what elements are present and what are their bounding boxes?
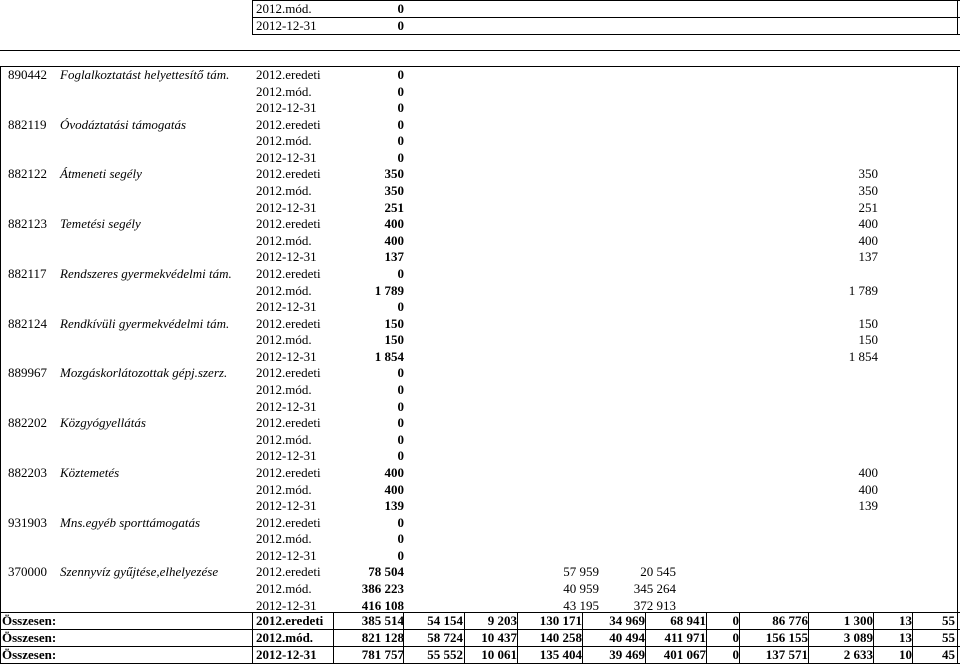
cell-code: 882203 xyxy=(8,464,47,480)
grid-line xyxy=(0,50,960,51)
grid-line xyxy=(252,0,253,34)
cell-c11: 350 xyxy=(858,166,878,182)
cell-ptype: 2012-12-31 xyxy=(256,100,317,116)
cell-c11: 137 xyxy=(858,249,878,265)
cell-c1: 385 514 xyxy=(361,613,404,628)
cell-c6: 20 545 xyxy=(640,564,676,580)
cell-c10: 10 xyxy=(899,647,912,662)
grid-line xyxy=(957,66,958,612)
cell-c6: 372 913 xyxy=(633,597,676,613)
cell-c1: 400 xyxy=(384,232,404,248)
cell-ptype: 2012-12-31 xyxy=(256,199,317,215)
cell-name: Rendszeres gyermekvédelmi tám. xyxy=(60,265,232,281)
cell-c1: 0 xyxy=(397,398,404,414)
cell-c2: 58 724 xyxy=(427,630,463,645)
cell-c5: 39 469 xyxy=(609,647,645,662)
cell-c7: 0 xyxy=(732,647,739,662)
cell-ptype: 2012-12-31 xyxy=(256,249,317,265)
cell-c1: 350 xyxy=(384,183,404,199)
cell-c10: 13 xyxy=(899,613,912,628)
cell-c1: 0 xyxy=(397,67,404,82)
grid-line xyxy=(252,34,960,35)
cell-c3: 10 437 xyxy=(481,630,517,645)
cell-c2: 54 154 xyxy=(427,613,463,628)
cell-c3: 9 203 xyxy=(487,613,517,628)
cell-c11: 55 xyxy=(942,613,955,628)
cell-ptype: 2012.eredeti xyxy=(256,613,324,628)
cell-c11: 400 xyxy=(858,481,878,497)
cell-c5: 40 494 xyxy=(609,630,645,645)
cell-c4: 135 404 xyxy=(539,647,582,662)
cell-c3: 10 061 xyxy=(481,647,517,662)
cell-ptype: 2012-12-31 xyxy=(256,448,317,464)
cell-ptype: 2012.mód. xyxy=(256,481,312,497)
cell-name: Temetési segély xyxy=(60,216,141,232)
cell-code: Összesen: xyxy=(2,613,57,628)
cell-ptype: 2012-12-31 xyxy=(256,18,317,33)
grid-line xyxy=(957,612,958,663)
cell-c1: 0 xyxy=(397,265,404,281)
cell-c8: 86 776 xyxy=(772,613,808,628)
cell-c10: 13 xyxy=(899,630,912,645)
cell-c1: 400 xyxy=(384,216,404,232)
cell-ptype: 2012-12-31 xyxy=(256,299,317,315)
cell-ptype: 2012.eredeti xyxy=(256,415,321,431)
cell-ptype: 2012-12-31 xyxy=(256,398,317,414)
cell-ptype: 2012.eredeti xyxy=(256,365,321,381)
cell-c6: 411 971 xyxy=(664,630,706,645)
cell-c1: 400 xyxy=(384,481,404,497)
cell-ptype: 2012-12-31 xyxy=(256,547,317,563)
cell-c7: 0 xyxy=(732,630,739,645)
cell-name: Rendkívüli gyermekvédelmi tám. xyxy=(60,315,230,331)
cell-c7: 0 xyxy=(732,613,739,628)
grid-line xyxy=(957,0,958,34)
cell-c9: 1 300 xyxy=(843,613,873,628)
cell-ptype: 2012-12-31 xyxy=(256,597,317,613)
cell-ptype: 2012.mód. xyxy=(256,630,314,645)
cell-code: 882122 xyxy=(8,166,47,182)
cell-ptype: 2012.eredeti xyxy=(256,265,321,281)
cell-c6: 345 264 xyxy=(633,580,676,596)
cell-ptype: 2012-12-31 xyxy=(256,498,317,514)
cell-ptype: 2012.eredeti xyxy=(256,67,321,82)
cell-c1: 0 xyxy=(397,18,404,33)
grid-line xyxy=(0,612,1,663)
cell-c2: 55 552 xyxy=(427,647,463,662)
cell-name: Közgyógyellátás xyxy=(60,415,146,431)
cell-c9: 2 633 xyxy=(843,647,873,662)
cell-ptype: 2012.eredeti xyxy=(256,216,321,232)
cell-c1: 0 xyxy=(397,547,404,563)
cell-c1: 0 xyxy=(397,415,404,431)
cell-c1: 0 xyxy=(397,382,404,398)
cell-c4: 40 959 xyxy=(563,580,599,596)
cell-c1: 0 xyxy=(397,514,404,530)
cell-c11: 150 xyxy=(858,332,878,348)
cell-code: 931903 xyxy=(8,514,47,530)
cell-c1: 400 xyxy=(384,464,404,480)
cell-c1: 0 xyxy=(397,431,404,447)
cell-c4: 43 195 xyxy=(563,597,599,613)
cell-code: Összesen: xyxy=(2,647,57,662)
cell-ptype: 2012.eredeti xyxy=(256,166,321,182)
cell-c1: 251 xyxy=(384,199,404,215)
cell-ptype: 2012.mód. xyxy=(256,382,312,398)
cell-ptype: 2012.eredeti xyxy=(256,514,321,530)
cell-c4: 57 959 xyxy=(563,564,599,580)
cell-code: 882124 xyxy=(8,315,47,331)
cell-ptype: 2012.eredeti xyxy=(256,315,321,331)
cell-ptype: 2012.mód. xyxy=(256,580,312,596)
cell-ptype: 2012.eredeti xyxy=(256,564,321,580)
cell-c1: 350 xyxy=(384,166,404,182)
cell-c1: 139 xyxy=(384,498,404,514)
cell-ptype: 2012-12-31 xyxy=(256,149,317,165)
cell-c1: 0 xyxy=(397,83,404,99)
cell-ptype: 2012.mód. xyxy=(256,133,312,149)
grid-line xyxy=(0,66,1,612)
cell-code: 890442 xyxy=(8,67,47,82)
cell-c11: 55 xyxy=(942,630,955,645)
cell-c1: 0 xyxy=(397,100,404,116)
cell-c1: 0 xyxy=(397,149,404,165)
cell-c1: 150 xyxy=(384,315,404,331)
grid-line xyxy=(0,663,960,664)
cell-code: 370000 xyxy=(8,564,47,580)
cell-name: Köztemetés xyxy=(60,464,120,480)
cell-ptype: 2012-12-31 xyxy=(256,348,317,364)
cell-c8: 137 571 xyxy=(765,647,808,662)
cell-c1: 1 854 xyxy=(374,348,404,364)
cell-c4: 140 258 xyxy=(539,630,582,645)
cell-c1: 0 xyxy=(397,133,404,149)
cell-ptype: 2012.mód. xyxy=(256,431,312,447)
cell-code: 882119 xyxy=(8,116,47,132)
cell-ptype: 2012-12-31 xyxy=(256,647,317,662)
cell-code: 882117 xyxy=(8,265,47,281)
grid-line xyxy=(252,612,253,663)
cell-ptype: 2012.mód. xyxy=(256,83,312,99)
cell-name: Óvodáztatási támogatás xyxy=(60,116,187,132)
cell-c1: 0 xyxy=(397,1,404,16)
cell-c11: 400 xyxy=(858,464,878,480)
cell-code: 889967 xyxy=(8,365,47,381)
cell-c1: 821 128 xyxy=(361,630,404,645)
cell-c6: 401 067 xyxy=(663,647,706,662)
cell-c9: 3 089 xyxy=(843,630,873,645)
cell-c11: 1 854 xyxy=(848,348,878,364)
cell-code: Összesen: xyxy=(2,630,57,645)
cell-c1: 0 xyxy=(397,448,404,464)
cell-ptype: 2012.mód. xyxy=(256,531,312,547)
cell-ptype: 2012.eredeti xyxy=(256,116,321,132)
cell-c6: 68 941 xyxy=(670,613,706,628)
cell-ptype: 2012.mód. xyxy=(256,183,312,199)
cell-name: Mns.egyéb sporttámogatás xyxy=(60,514,201,530)
cell-c1: 1 789 xyxy=(374,282,404,298)
cell-c1: 137 xyxy=(384,249,404,265)
cell-code: 882123 xyxy=(8,216,47,232)
cell-c11: 400 xyxy=(858,216,878,232)
cell-ptype: 2012.mód. xyxy=(256,232,312,248)
cell-c1: 0 xyxy=(397,116,404,132)
cell-c1: 386 223 xyxy=(361,580,404,596)
cell-code: 882202 xyxy=(8,415,47,431)
cell-c1: 0 xyxy=(397,299,404,315)
cell-name: Foglalkoztatást helyettesítő tám. xyxy=(60,67,230,82)
cell-c11: 139 xyxy=(858,498,878,514)
cell-c1: 0 xyxy=(397,365,404,381)
cell-name: Szennyvíz gyűjtése,elhelyezése xyxy=(60,564,219,580)
cell-name: Átmeneti segély xyxy=(60,166,142,182)
cell-c1: 0 xyxy=(397,531,404,547)
cell-c11: 400 xyxy=(858,232,878,248)
cell-name: Mozgáskorlátozottak gépj.szerz. xyxy=(60,365,228,381)
cell-c11: 150 xyxy=(858,315,878,331)
cell-c1: 78 504 xyxy=(368,564,404,580)
cell-ptype: 2012.mód. xyxy=(256,1,312,16)
cell-ptype: 2012.mód. xyxy=(256,282,312,298)
cell-ptype: 2012.eredeti xyxy=(256,464,321,480)
cell-c11: 350 xyxy=(858,183,878,199)
cell-c11: 1 789 xyxy=(848,282,878,298)
cell-ptype: 2012.mód. xyxy=(256,332,312,348)
cell-c8: 156 155 xyxy=(765,630,808,645)
cell-c1: 416 108 xyxy=(361,597,404,613)
cell-c11: 45 xyxy=(942,647,955,662)
cell-c1: 150 xyxy=(384,332,404,348)
cell-c11: 251 xyxy=(858,199,878,215)
cell-c4: 130 171 xyxy=(539,613,582,628)
cell-c1: 781 757 xyxy=(361,647,404,662)
cell-c5: 34 969 xyxy=(609,613,645,628)
